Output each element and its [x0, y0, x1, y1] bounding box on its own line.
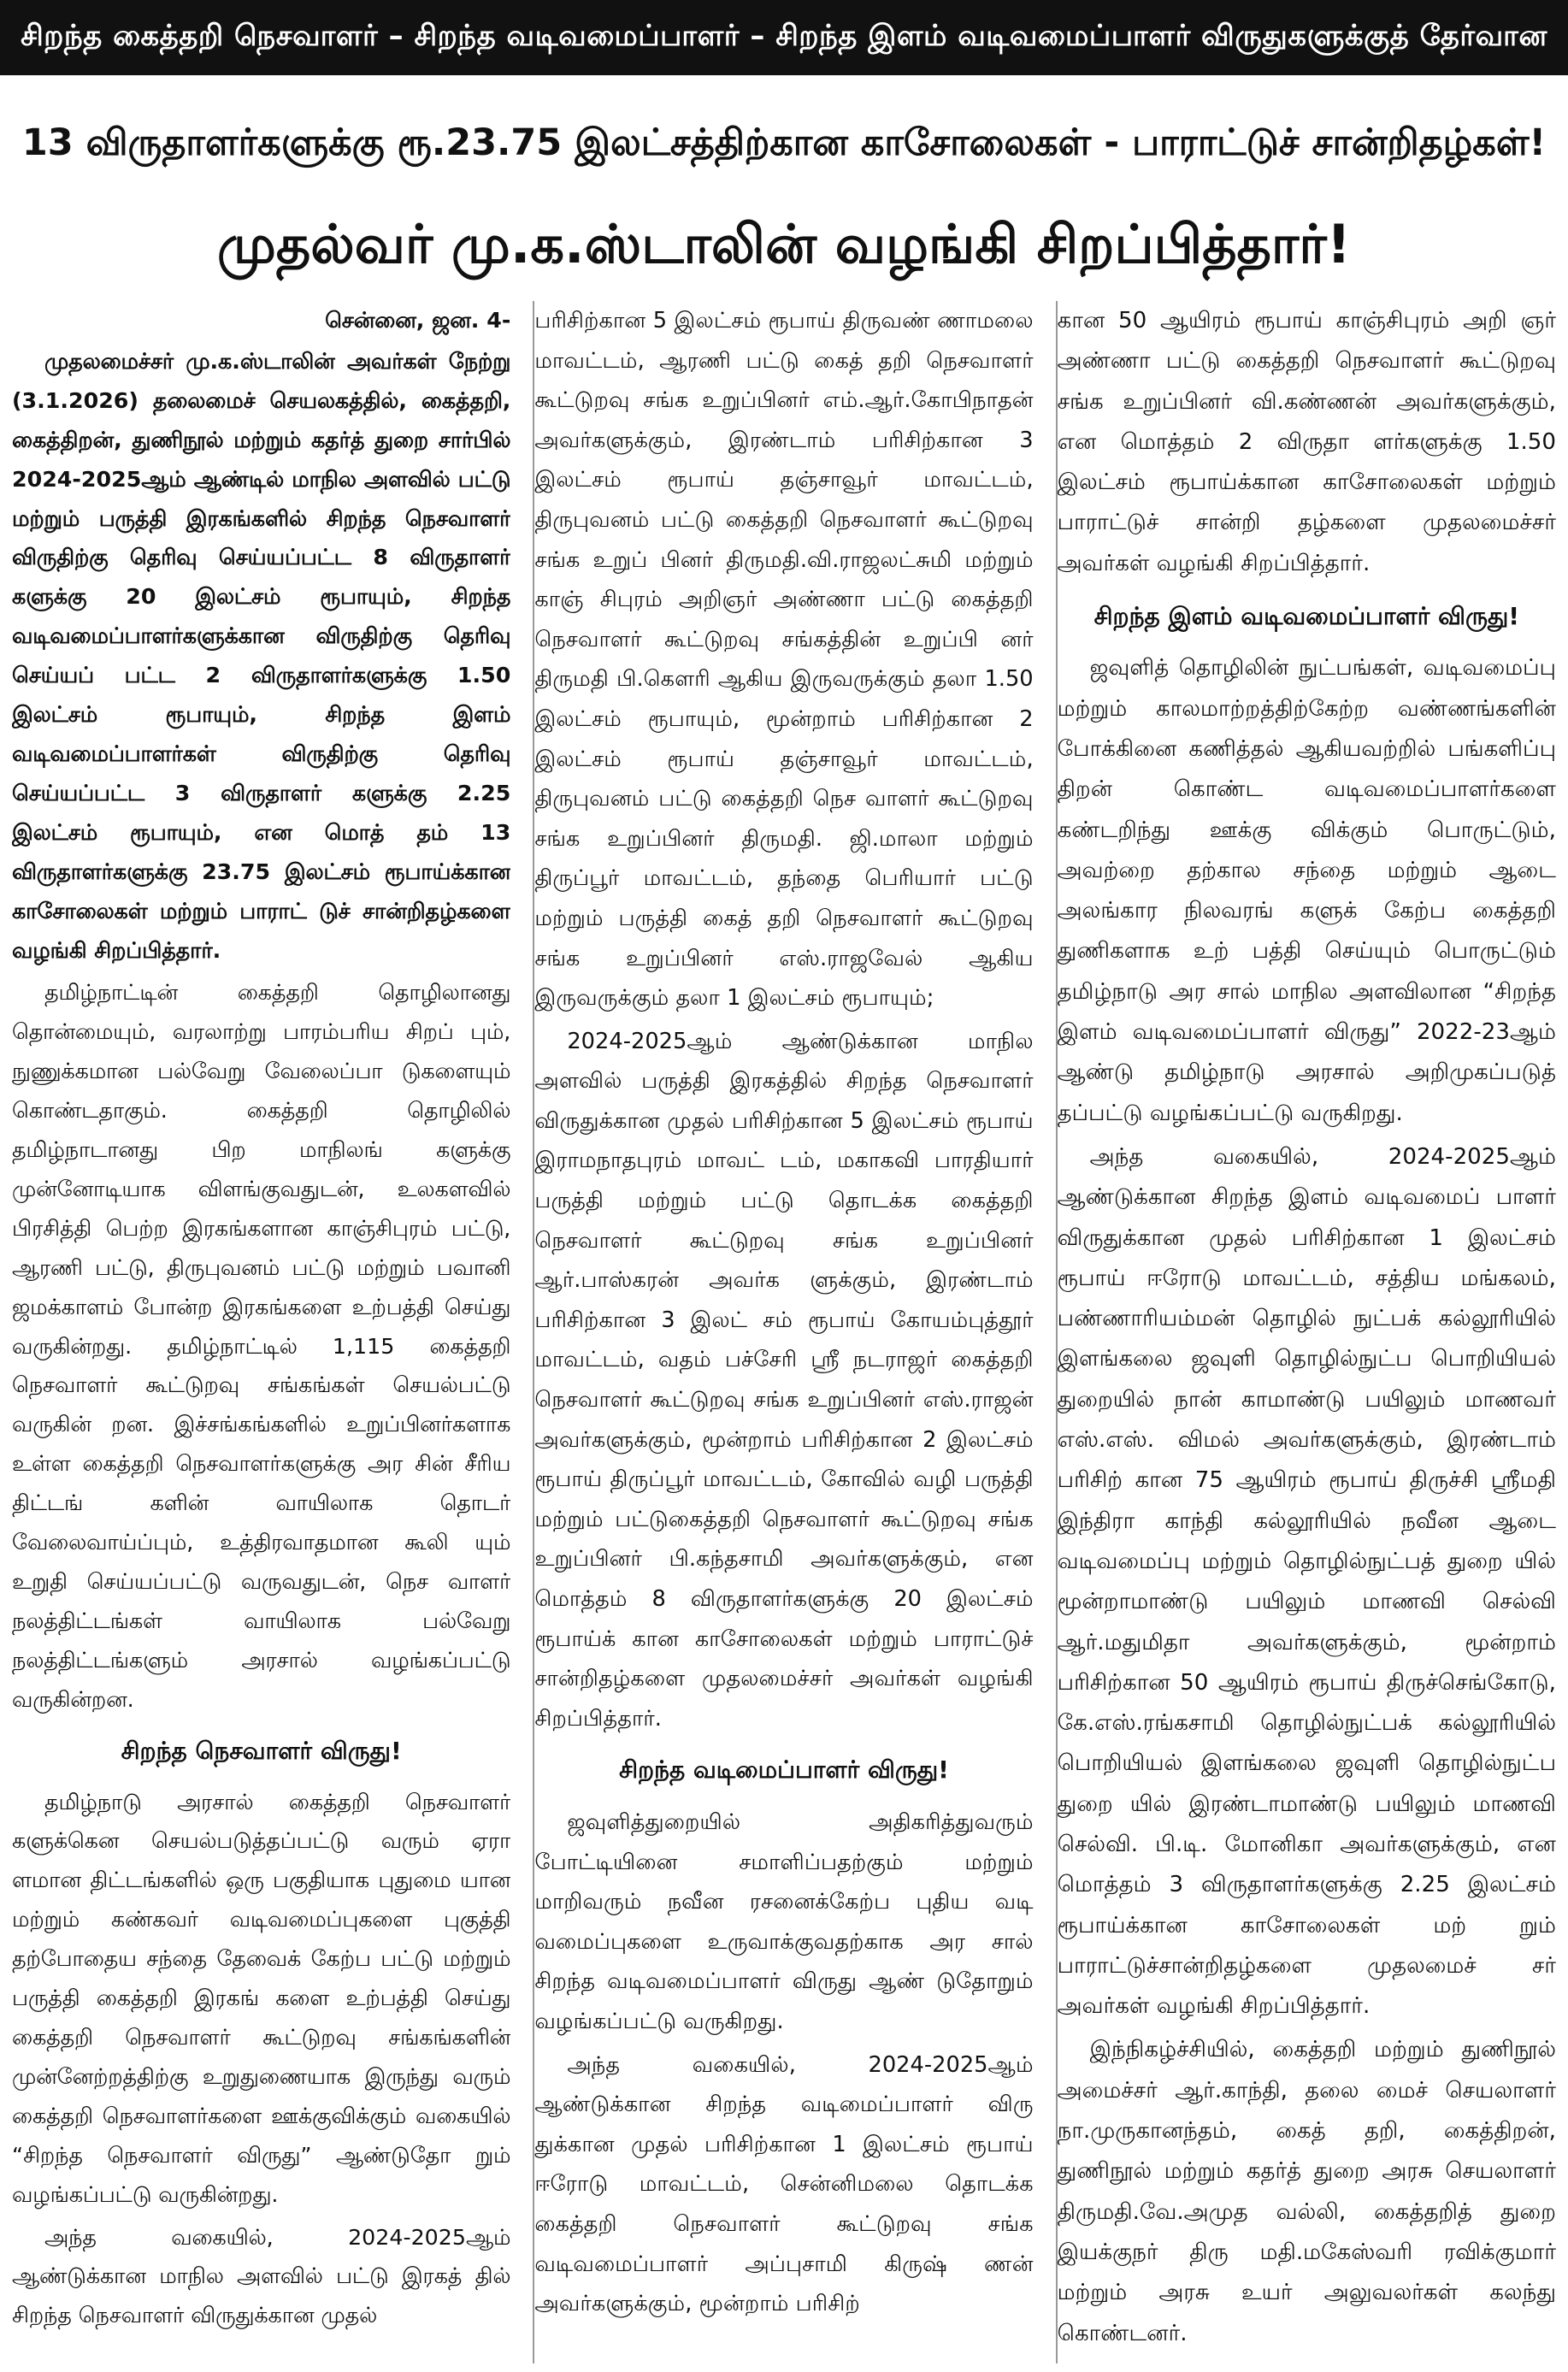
column-1 — [12, 301, 510, 2363]
section-heading-designer-award: சிறந்த வடிமைப்பாளர் விருது! — [619, 1755, 949, 1785]
article-body — [12, 301, 1556, 2363]
dateline: சென்னை, ஜன. 4- — [325, 308, 511, 333]
paragraph: தமிழ்நாடு அரசால் கைத்தறி நெசவாளர் களுக்கென செயல்படுத்தப்பட்டு வரும் ஏரா ளமான திட்டங்களில் ஒரு பகுதியாக புதுமை யான மற்றும் கண்கவர் வடிவமைப்புகளை புகுத்தி தற்போதைய சந்தை தேவைக் கேற்ப பட்டு மற்றும் பருத்தி கைத்தறி இரகங் களை உற்பத்தி செய்து கைத்தறி நெசவாளர் கூட்டுறவு சங்கங்களின் முன்னேற்றத்திற்கு உறுதுணையாக இருந்து வரும் கைத்தறி நெசவாளர்களை ஊக்குவிக்கும் வகையில் “சிறந்த நெசவாளர் விருது” ஆண்டுதோ றும் வழங்கப்பட்டு வருகின்றது. — [12, 1789, 511, 2207]
kicker-text: சிறந்த கைத்தறி நெசவாளர் – சிறந்த வடிவமைப்பாளர் – சிறந்த இளம் வடிவமைப்பாளர் விருதுகளுக்குத் தேர்வான — [21, 19, 1547, 53]
paragraph: அந்த வகையில், 2024-2025ஆம் ஆண்டுக்கான சிறந்த வடிமைப்பாளர் விரு துக்கான முதல் பரிசிற்கான 1 இலட்சம் ரூபாய் ஈரோடு மாவட்டம், சென்னிமலை தொடக்க கைத்தறி நெசவாளர் கூட்டுறவு சங்க வடிவமைப்பாளர் அப்புசாமி கிருஷ் ணன் அவர்களுக்கும், மூன்றாம் பரிசிற் — [534, 2051, 1034, 2317]
headline: 13 விருதாளர்களுக்கு ரூ.23.75 இலட்சத்திற்கான காசோலைகள் - பாராட்டுச் சான்றிதழ்கள்! — [21, 121, 1547, 165]
paragraph: இந்நிகழ்ச்சியில், கைத்தறி மற்றும் துணிநூல் அமைச்சர் ஆர்.காந்தி, தலை மைச் செயலாளர் நா.முருகானந்தம், கைத் தறி, கைத்திறன், துணிநூல் மற்றும் கதர்த் துறை அரசு செயலாளர் திருமதி.வே.அமுத வல்லி, கைத்தறித் துறை இயக்குநர் திரு மதி.மகேஸ்வரி ரவிக்குமார் மற்றும் அரசு உயர் அலுவலர்கள் கலந்து கொண்டனர். — [1057, 2037, 1556, 2346]
kicker-banner — [0, 0, 1568, 75]
paragraph: 2024-2025ஆம் ஆண்டுக்கான மாநில அளவில் பருத்தி இரகத்தில் சிறந்த நெசவாளர் விருதுக்கான முதல் பரிசிற்கான 5 இலட்சம் ரூபாய் இராமநாதபுரம் மாவட் டம், மகாகவி பாரதியார் பருத்தி மற்றும் பட்டு தொடக்க கைத்தறி நெசவாளர் கூட்டுறவு சங்க உறுப்பினர் ஆர்.பாஸ்கரன் அவர்க ளுக்கும், இரண்டாம் பரிசிற்கான 3 இலட் சம் ரூபாய் கோயம்புத்தூர் மாவட்டம், வதம் பச்சேரி ஸ்ரீ நடராஜர் கைத்தறி நெசவாளர் கூட்டுறவு சங்க உறுப்பினர் எஸ்.ராஜன் அவர்களுக்கும், மூன்றாம் பரிசிற்கான 2 இலட்சம் ரூபாய் திருப்பூர் மாவட்டம், கோவில் வழி பருத்தி மற்றும் பட்டுகைத்தறி நெசவாளர் கூட்டுறவு சங்க உறுப்பினர் பி.கந்தசாமி அவர்களுக்கும், என மொத்தம் 8 விருதாளர்களுக்கு 20 இலட்சம் ரூபாய்க் கான காசோலைகள் மற்றும் பாராட்டுச் சான்றிதழ்களை முதலமைச்சர் அவர்கள் வழங்கி சிறப்பித்தார். — [534, 1028, 1034, 1732]
paragraph: ஜவுளித் தொழிலின் நுட்பங்கள், வடிவமைப்பு மற்றும் காலமாற்றத்திற்கேற்ற வண்ணங்களின் போக்கினை கணித்தல் ஆகியவற்றில் பங்களிப்பு திறன் கொண்ட வடிவமைப்பாளர்களை கண்டறிந்து ஊக்கு விக்கும் பொருட்டும், அவற்றை தற்கால சந்தை மற்றும் ஆடை அலங்கார நிலவரங் களுக் கேற்ப கைத்தறி துணிகளாக உற் பத்தி செய்யும் பொருட்டும் தமிழ்நாடு அர சால் மாநில அளவிலான “சிறந்த இளம் வடிவமைப்பாளர் விருது” 2022-23ஆம் ஆண்டு தமிழ்நாடு அரசால் அறிமுகப்படுத் தப்பட்டு வழங்கப்பட்டு வருகிறது. — [1057, 655, 1556, 1126]
paragraph: பரிசிற்கான 5 இலட்சம் ரூபாய் திருவண் ணாமலை மாவட்டம், ஆரணி பட்டு கைத் தறி நெசவாளர் கூட்டுறவு சங்க உறுப்பினர் எம்.ஆர்.கோபிநாதன் அவர்களுக்கும், இரண்டாம் பரிசிற்கான 3 இலட்சம் ரூபாய் தஞ்சாவூர் மாவட்டம், திருபுவனம் பட்டு கைத்தறி நெசவாளர் கூட்டுறவு சங்க உறுப் பினர் திருமதி.வி.ராஜலட்சுமி மற்றும் காஞ் சிபுரம் அறிஞர் அண்ணா பட்டு கைத்தறி நெசவாளர் கூட்டுறவு சங்கத்தின் உறுப்பி னர் திருமதி பி.கௌரி ஆகிய இருவருக்கும் தலா 1.50 இலட்சம் ரூபாயும், மூன்றாம் பரிசிற்கான 2 இலட்சம் ரூபாய் தஞ்சாவூர் மாவட்டம், திருபுவனம் பட்டு கைத்தறி நெச வாளர் கூட்டுறவு சங்க உறுப்பினர் திருமதி. ஜி.மாலா மற்றும் திருப்பூர் மாவட்டம், தந்தை பெரியார் பட்டு மற்றும் பருத்தி கைத் தறி நெசவாளர் கூட்டுறவு சங்க உறுப்பினர் எஸ்.ராஜவேல் ஆகிய இருவருக்கும் தலா 1 இலட்சம் ரூபாயும்; — [534, 308, 1034, 1012]
paragraph: ஜவுளித்துறையில் அதிகரித்துவரும் போட்டியினை சமாளிப்பதற்கும் மற்றும் மாறிவரும் நவீன ரசனைக்கேற்ப புதிய வடி வமைப்புகளை உருவாக்குவதற்காக அர சால் சிறந்த வடிவமைப்பாளர் விருது ஆண் டுதோறும் வழங்கப்பட்டு வருகிறது. — [534, 1809, 1034, 2034]
paragraph: கான 50 ஆயிரம் ரூபாய் காஞ்சிபுரம் அறி ஞர் அண்ணா பட்டு கைத்தறி நெசவாளர் கூட்டுறவு சங்க உறுப்பினர் வி.கண்ணன் அவர்களுக்கும், என மொத்தம் 2 விருதா ளர்களுக்கு 1.50 இலட்சம் ரூபாய்க்கான காசோலைகள் மற்றும் பாராட்டுச் சான்றி தழ்களை முதலமைச்சர் அவர்கள் வழங்கி சிறப்பித்தார். — [1057, 308, 1556, 576]
lead-paragraph: முதலமைச்சர் மு.க.ஸ்டாலின் அவர்கள் நேற்று (3.1.2026) தலைமைச் செயலகத்தில், கைத்தறி, கைத்திறன், துணிநூல் மற்றும் கதர்த் துறை சார்பில் 2024-2025ஆம் ஆண்டில் மாநில அளவில் பட்டு மற்றும் பருத்தி இரகங்களில் சிறந்த நெசவாளர் விருதிற்கு தெரிவு செய்யப்பட்ட 8 விருதாளர் களுக்கு 20 இலட்சம் ரூபாயும், சிறந்த வடிவமைப்பாளர்களுக்கான விருதிற்கு தெரிவு செய்யப் பட்ட 2 விருதாளர்களுக்கு 1.50 இலட்சம் ரூபாயும், சிறந்த இளம் வடிவமைப்பாளர்கள் விருதிற்கு தெரிவு செய்யப்பட்ட 3 விருதாளர் களுக்கு 2.25 இலட்சம் ரூபாயும், என மொத் தம் 13 விருதாளர்களுக்கு 23.75 இலட்சம் ரூபாய்க்கான காசோலைகள் மற்றும் பாராட் டுச் சான்றிதழ்களை வழங்கி சிறப்பித்தார். — [12, 348, 511, 963]
section-heading-young-designer-award: சிறந்த இளம் வடிவமைப்பாளர் விருது! — [1093, 602, 1520, 631]
paragraph: அந்த வகையில், 2024-2025ஆம் ஆண்டுக்கான மாநில அளவில் பட்டு இரகத் தில் சிறந்த நெசவாளர் விருதுக்கான முதல் — [12, 2224, 511, 2328]
paragraph: தமிழ்நாட்டின் கைத்தறி தொழிலானது தொன்மையும், வரலாற்று பாரம்பரிய சிறப் பும், நுணுக்கமான பல்வேறு வேலைப்பா டுகளையும் கொண்டதாகும். கைத்தறி தொழிலில் தமிழ்நாடானது பிற மாநிலங் களுக்கு முன்னோடியாக விளங்குவதுடன், உலகளவில் பிரசித்தி பெற்ற இரகங்களான காஞ்சிபுரம் பட்டு, ஆரணி பட்டு, திருபுவனம் பட்டு மற்றும் பவானி ஜமக்காளம் போன்ற இரகங்களை உற்பத்தி செய்து வருகின்றது. தமிழ்நாட்டில் 1,115 கைத்தறி நெசவாளர் கூட்டுறவு சங்கங்கள் செயல்பட்டு வருகின் றன. இச்சங்கங்களில் உறுப்பினர்களாக உள்ள கைத்தறி நெசவாளர்களுக்கு அர சின் சீரிய திட்டங் களின் வாயிலாக தொடர் வேலைவாய்ப்பும், உத்திரவாதமான கூலி யும் உறுதி செய்யப்பட்டு வருவதுடன், நெச வாளர் நலத்திட்டங்கள் வாயிலாக பல்வேறு நலத்திட்டங்களும் அரசால் வழங்கப்பட்டு வருகின்றன. — [12, 980, 511, 1712]
subheadline: முதல்வர் மு.க.ஸ்டாலின் வழங்கி சிறப்பித்தார்! — [216, 213, 1351, 275]
section-heading-weaver-award: சிறந்த நெசவாளர் விருது! — [121, 1736, 402, 1765]
column-3 — [1056, 301, 1556, 2363]
paragraph: அந்த வகையில், 2024-2025ஆம் ஆண்டுக்கான சிறந்த இளம் வடிவமைப் பாளர் விருதுக்கான முதல் பரிசிற்கான 1 இலட்சம் ரூபாய் ஈரோடு மாவட்டம், சத்திய மங்கலம், பண்ணாரியம்மன் தொழில் நுட்பக் கல்லூரியில் இளங்கலை ஜவுளி தொழில்நுட்ப பொறியியல் துறையில் நான் காமாண்டு பயிலும் மாணவர் எஸ்.எஸ். விமல் அவர்களுக்கும், இரண்டாம் பரிசிற் கான 75 ஆயிரம் ரூபாய் திருச்சி ஸ்ரீமதி இந்திரா காந்தி கல்லூரியில் நவீன ஆடை வடிவமைப்பு மற்றும் தொழில்நுட்பத் துறை யில் மூன்றாமாண்டு பயிலும் மாணவி செல்வி ஆர்.மதுமிதா அவர்களுக்கும், மூன்றாம் பரிசிற்கான 50 ஆயிரம் ரூபாய் திருச்செங்கோடு, கே.எஸ்.ரங்கசாமி தொழில்நுட்பக் கல்லூரியில் பொறியியல் இளங்கலை ஜவுளி தொழில்நுட்ப துறை யில் இரண்டாமாண்டு பயிலும் மாணவி செல்வி. பி.டி. மோனிகா அவர்களுக்கும், என மொத்தம் 3 விருதாளர்களுக்கு 2.25 இலட்சம் ரூபாய்க்கான காசோலைகள் மற் றும் பாராட்டுச்சான்றிதழ்களை முதலமைச் சர் அவர்கள் வழங்கி சிறப்பித்தார். — [1057, 1143, 1556, 2020]
column-2 — [533, 301, 1033, 2363]
